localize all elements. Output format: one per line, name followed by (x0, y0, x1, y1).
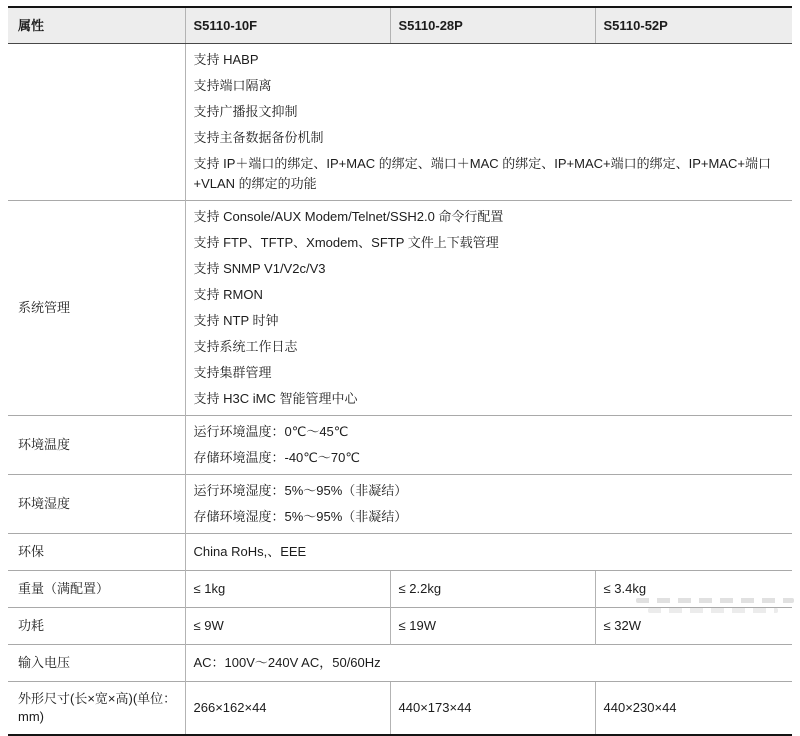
spec-line: 支持 H3C iMC 智能管理中心 (193, 391, 358, 406)
row-label-power-consumption: 功耗 (8, 608, 185, 645)
operating-humidity-cell (185, 475, 792, 534)
spec-line: 支持 IP＋端口的绑定、IP+MAC 的绑定、端口＋MAC 的绑定、IP+MAC+端口的绑定、IP+MAC+端口+VLAN 的绑定的功能 (193, 156, 771, 191)
dimensions-value-model-3: 440×230×44 (595, 682, 792, 736)
row-label-operating-humidity: 环境湿度 (8, 475, 185, 534)
spec-line: 支持 FTP、TFTP、Xmodem、SFTP 文件上下载管理 (193, 235, 499, 250)
table-header-row (8, 7, 792, 44)
column-header-attribute: 属性 (8, 7, 185, 44)
weight-value-model-1: ≤ 1kg (185, 571, 390, 608)
row-security-features (8, 44, 792, 201)
spec-line: 支持端口隔离 (193, 78, 272, 93)
row-environmental (8, 534, 792, 571)
spec-line: 存储环境温度：-40℃～70℃ (193, 450, 360, 465)
spec-line: 支持 RMON (193, 287, 263, 302)
spec-line: 支持系统工作日志 (193, 339, 298, 354)
spec-table (8, 6, 792, 736)
row-dimensions (8, 682, 792, 736)
operating-temperature-cell (185, 416, 792, 475)
spec-line: 支持广播报文抑制 (193, 104, 298, 119)
spec-line: 运行环境温度：0℃～45℃ (193, 424, 349, 439)
power-value-model-3: ≤ 32W (595, 608, 792, 645)
power-value-model-1: ≤ 9W (185, 608, 390, 645)
row-system-management (8, 201, 792, 416)
power-value-model-2: ≤ 19W (390, 608, 595, 645)
row-input-voltage (8, 645, 792, 682)
row-label-weight: 重量（满配置） (8, 571, 185, 608)
weight-value-model-3: ≤ 3.4kg (595, 571, 792, 608)
dimensions-value-model-2: 440×173×44 (390, 682, 595, 736)
row-label-security (8, 44, 185, 201)
spec-line: 支持集群管理 (193, 365, 272, 380)
environmental-cell: China RoHs,、EEE (185, 534, 792, 571)
row-label-input-voltage: 输入电压 (8, 645, 185, 682)
system-management-cell (185, 201, 792, 416)
spec-line: 支持主备数据备份机制 (193, 130, 324, 145)
row-label-dimensions: 外形尺寸(长×宽×高)(单位：mm) (8, 682, 185, 736)
spec-line: 支持 Console/AUX Modem/Telnet/SSH2.0 命令行配置 (193, 209, 504, 224)
column-header-model-3: S5110-52P (595, 7, 792, 44)
row-operating-humidity (8, 475, 792, 534)
security-features-cell (185, 44, 792, 201)
row-label-system-management: 系统管理 (8, 201, 185, 416)
dimensions-value-model-1: 266×162×44 (185, 682, 390, 736)
spec-line: 支持 SNMP V1/V2c/V3 (193, 261, 326, 276)
row-label-environmental: 环保 (8, 534, 185, 571)
spec-line: 支持 NTP 时钟 (193, 313, 279, 328)
column-header-model-1: S5110-10F (185, 7, 390, 44)
weight-value-model-2: ≤ 2.2kg (390, 571, 595, 608)
row-power-consumption (8, 608, 792, 645)
spec-line: 存储环境湿度：5%～95%（非凝结） (193, 509, 408, 524)
row-weight (8, 571, 792, 608)
spec-line: 支持 HABP (193, 52, 259, 67)
column-header-model-2: S5110-28P (390, 7, 595, 44)
spec-line: 运行环境湿度：5%～95%（非凝结） (193, 483, 408, 498)
row-operating-temperature (8, 416, 792, 475)
input-voltage-cell: AC：100V～240V AC，50/60Hz (185, 645, 792, 682)
row-label-operating-temperature: 环境温度 (8, 416, 185, 475)
